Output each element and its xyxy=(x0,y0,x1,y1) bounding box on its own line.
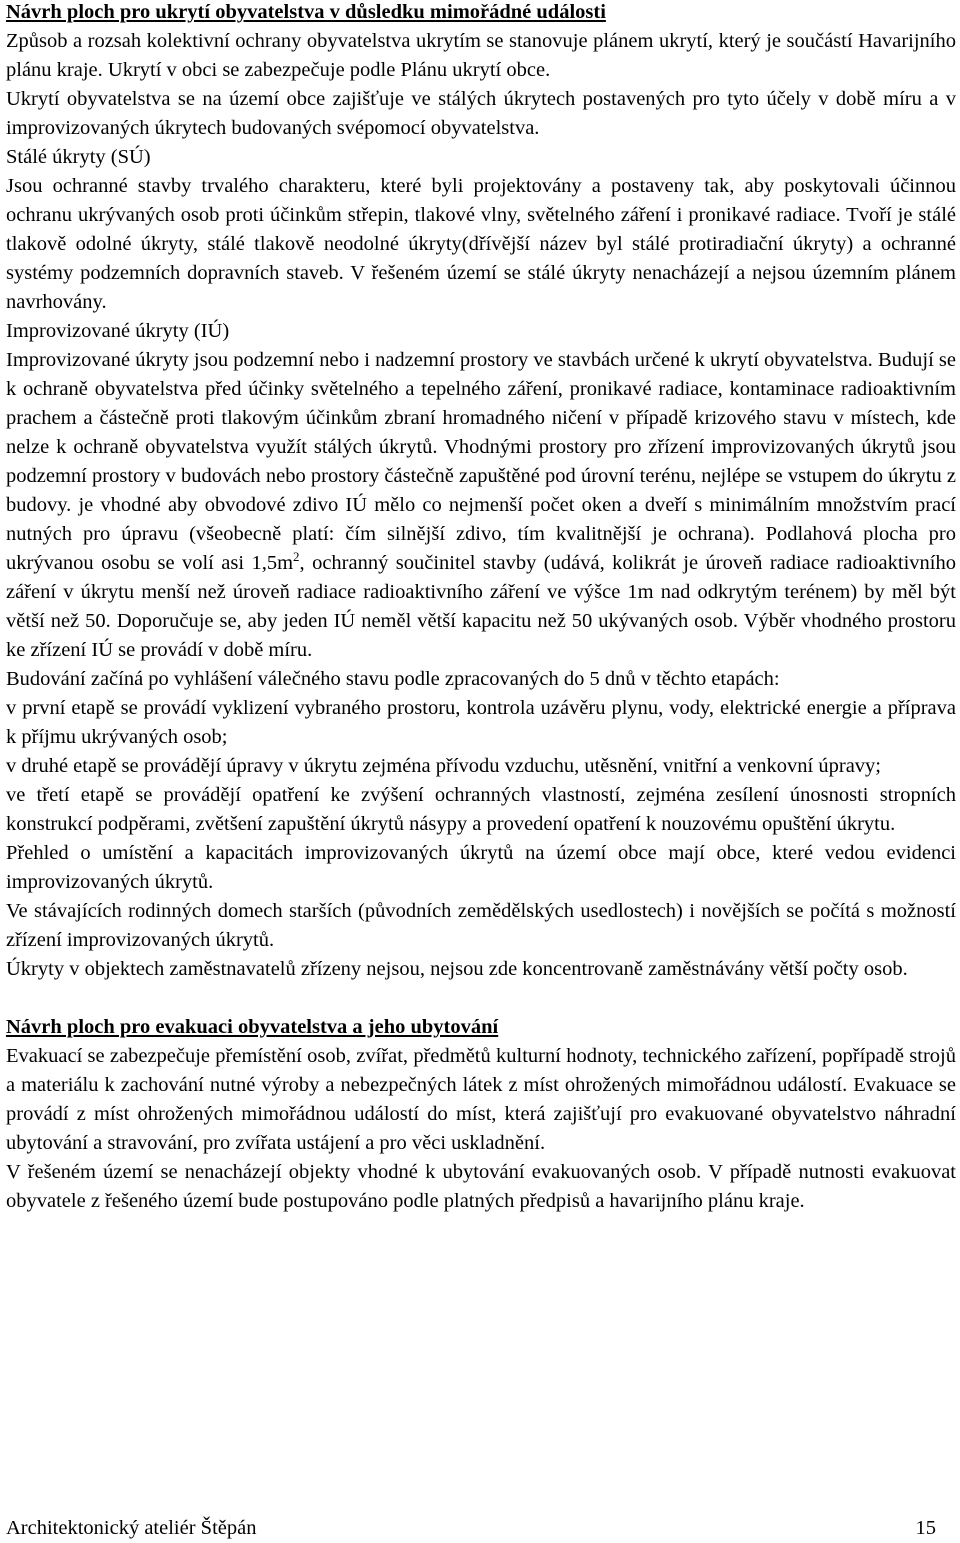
superscript-squared: 2 xyxy=(293,549,300,564)
section-heading-shelter: Návrh ploch pro ukrytí obyvatelstva v důsledku mimořádné události xyxy=(6,1,606,23)
paragraph-stage-2: v druhé etapě se provádějí úpravy v úkrytu zejména přívodu vzduchu, utěsnění, vnitřní a venkovní úpravy; xyxy=(6,755,881,777)
footer-studio-name: Architektonický ateliér Štěpán xyxy=(6,1517,257,1539)
section-heading-evacuation: Návrh ploch pro evakuaci obyvatelstva a jeho ubytování xyxy=(6,1016,499,1038)
paragraph-overview: Přehled o umístění a kapacitách improvizovaných úkrytů na území obce mají obce, které vedou evidenci improvizovaných úkrytů. xyxy=(6,842,956,893)
paragraph-family-houses: Ve stávajících rodinných domech starších (původních zemědělských usedlostech) i novějších se počítá s možností zřízení improvizovaných úkrytů. xyxy=(6,900,956,951)
improvised-text-part1: Improvizované úkryty jsou podzemní nebo i nadzemní prostory ve stavbách určené k ukrytí obyvatelstva. Budují se k ochraně obyvatelstva před účinky světelného a tepelného záření, pronikavé radiace, kontaminace radioaktivním prachem a částečně proti tlakovým účinkům zbraní hromadného ničení v případě krizového stavu v místech, kde nelze k ochraně obyvatelstva využít stálých úkrytů. Vhodnými prostory pro zřízení improvizovaných úkrytů jsou podzemní prostory v budovách nebo prostory částečně zapuštěné pod úrovní terénu, nejlépe se vstupem do úkrytu z budovy. je vhodné aby obvodové zdivo IÚ mělo co nejmenší počet oken a dveří s minimálním množstvím prací nutných pro úpravu (všeobecně platí: čím silnější zdivo, tím kvalitnější je ochrana). Podlahová plocha pro ukrývanou osobu se volí asi 1,5m xyxy=(6,349,956,574)
paragraph-stage-3: ve třetí etapě se provádějí opatření ke zvýšení ochranných vlastností, zejména zesílení únosnosti stropních konstrukcí podpěrami, zvětšení zapuštění úkrytů násypy a provedení opatření k nouzovému opuštění úkrytu. xyxy=(6,784,956,835)
improvised-text-part2: , ochranný součinitel stavby (udává, kolikrát je úroveň radiace radioaktivního záření v úkrytu menší než úroveň radiace radioaktivního záření ve výšce 1m nad odkrytým terénem) by měl být větší než 50. Doporučuje se, aby jeden IÚ neměl větší kapacitu než 50 ukývaných osob. Výběr vhodného prostoru ke zřízení IÚ se provádí v době míru. xyxy=(6,552,956,661)
paragraph-shelter-types: Ukrytí obyvatelstva se na území obce zajišťuje ve stálých úkrytech postavených pro tyto účely v době míru a v improvizovaných úkrytech budovaných svépomocí obyvatelstva. xyxy=(6,88,956,139)
paragraph-employer-shelters: Úkryty v objektech zaměstnavatelů zřízeny nejsou, nejsou zde koncentrovaně zaměstnávány větší počty osob. xyxy=(6,958,908,980)
paragraph-evacuation: Evakuací se zabezpečuje přemístění osob, zvířat, předmětů kulturní hodnoty, technického zařízení, popřípadě strojů a materiálu k zachování nutné výroby a nebezpečných látek z míst ohrožených mimořádnou událostí. Evakuace se provádí z míst ohrožených mimořádnou událostí do míst, která zajišťují pro evakuované obyvatelstvo náhradní ubytování a stravování, pro zvířata ustájení a pro věci uskladnění. xyxy=(6,1045,956,1154)
paragraph-permanent-shelters: Jsou ochranné stavby trvalého charakteru, které byli projektovány a postaveny tak, aby poskytovali účinnou ochranu ukrývaných osob proti účinkům střepin, tlakové vlny, světelného záření i pronikavé radiace. Tvoří je stálé tlakově odolné úkryty, stálé tlakově neodolné úkryty(dřívější název byl stálé protiradiační úkryty) a ochranné systémy podzemních dopravních staveb. V řešeném území se stálé úkryty nenacházejí a nejsou územním plánem navrhovány. xyxy=(6,175,956,313)
subheading-permanent-shelters: Stálé úkryty (SÚ) xyxy=(6,146,151,168)
paragraph-shelter-plan: Způsob a rozsah kolektivní ochrany obyvatelstva ukrytím se stanovuje plánem ukrytí, který je součástí Havarijního plánu kraje. Ukrytí v obci se zabezpečuje podle Plánu ukrytí obce. xyxy=(6,30,956,81)
page-footer xyxy=(6,1514,936,1543)
paragraph-improvised-shelters xyxy=(6,346,956,665)
subheading-improvised-shelters: Improvizované úkryty (IÚ) xyxy=(6,320,230,342)
paragraph-evacuation-area: V řešeném území se nenacházejí objekty vhodné k ubytování evakuovaných osob. V případě nutnosti evakuovat obyvatele z řešeného území bude postupováno podle platných předpisů a havarijního plánu kraje. xyxy=(6,1161,956,1212)
paragraph-stages-intro: Budování začíná po vyhlášení válečného stavu podle zpracovaných do 5 dnů v těchto etapách: xyxy=(6,668,780,690)
page-content xyxy=(6,0,956,1216)
paragraph-stage-1: v první etapě se provádí vyklizení vybraného prostoru, kontrola uzávěru plynu, vody, elektrické energie a příprava k příjmu ukrývaných osob; xyxy=(6,697,956,748)
page-number: 15 xyxy=(915,1517,936,1539)
